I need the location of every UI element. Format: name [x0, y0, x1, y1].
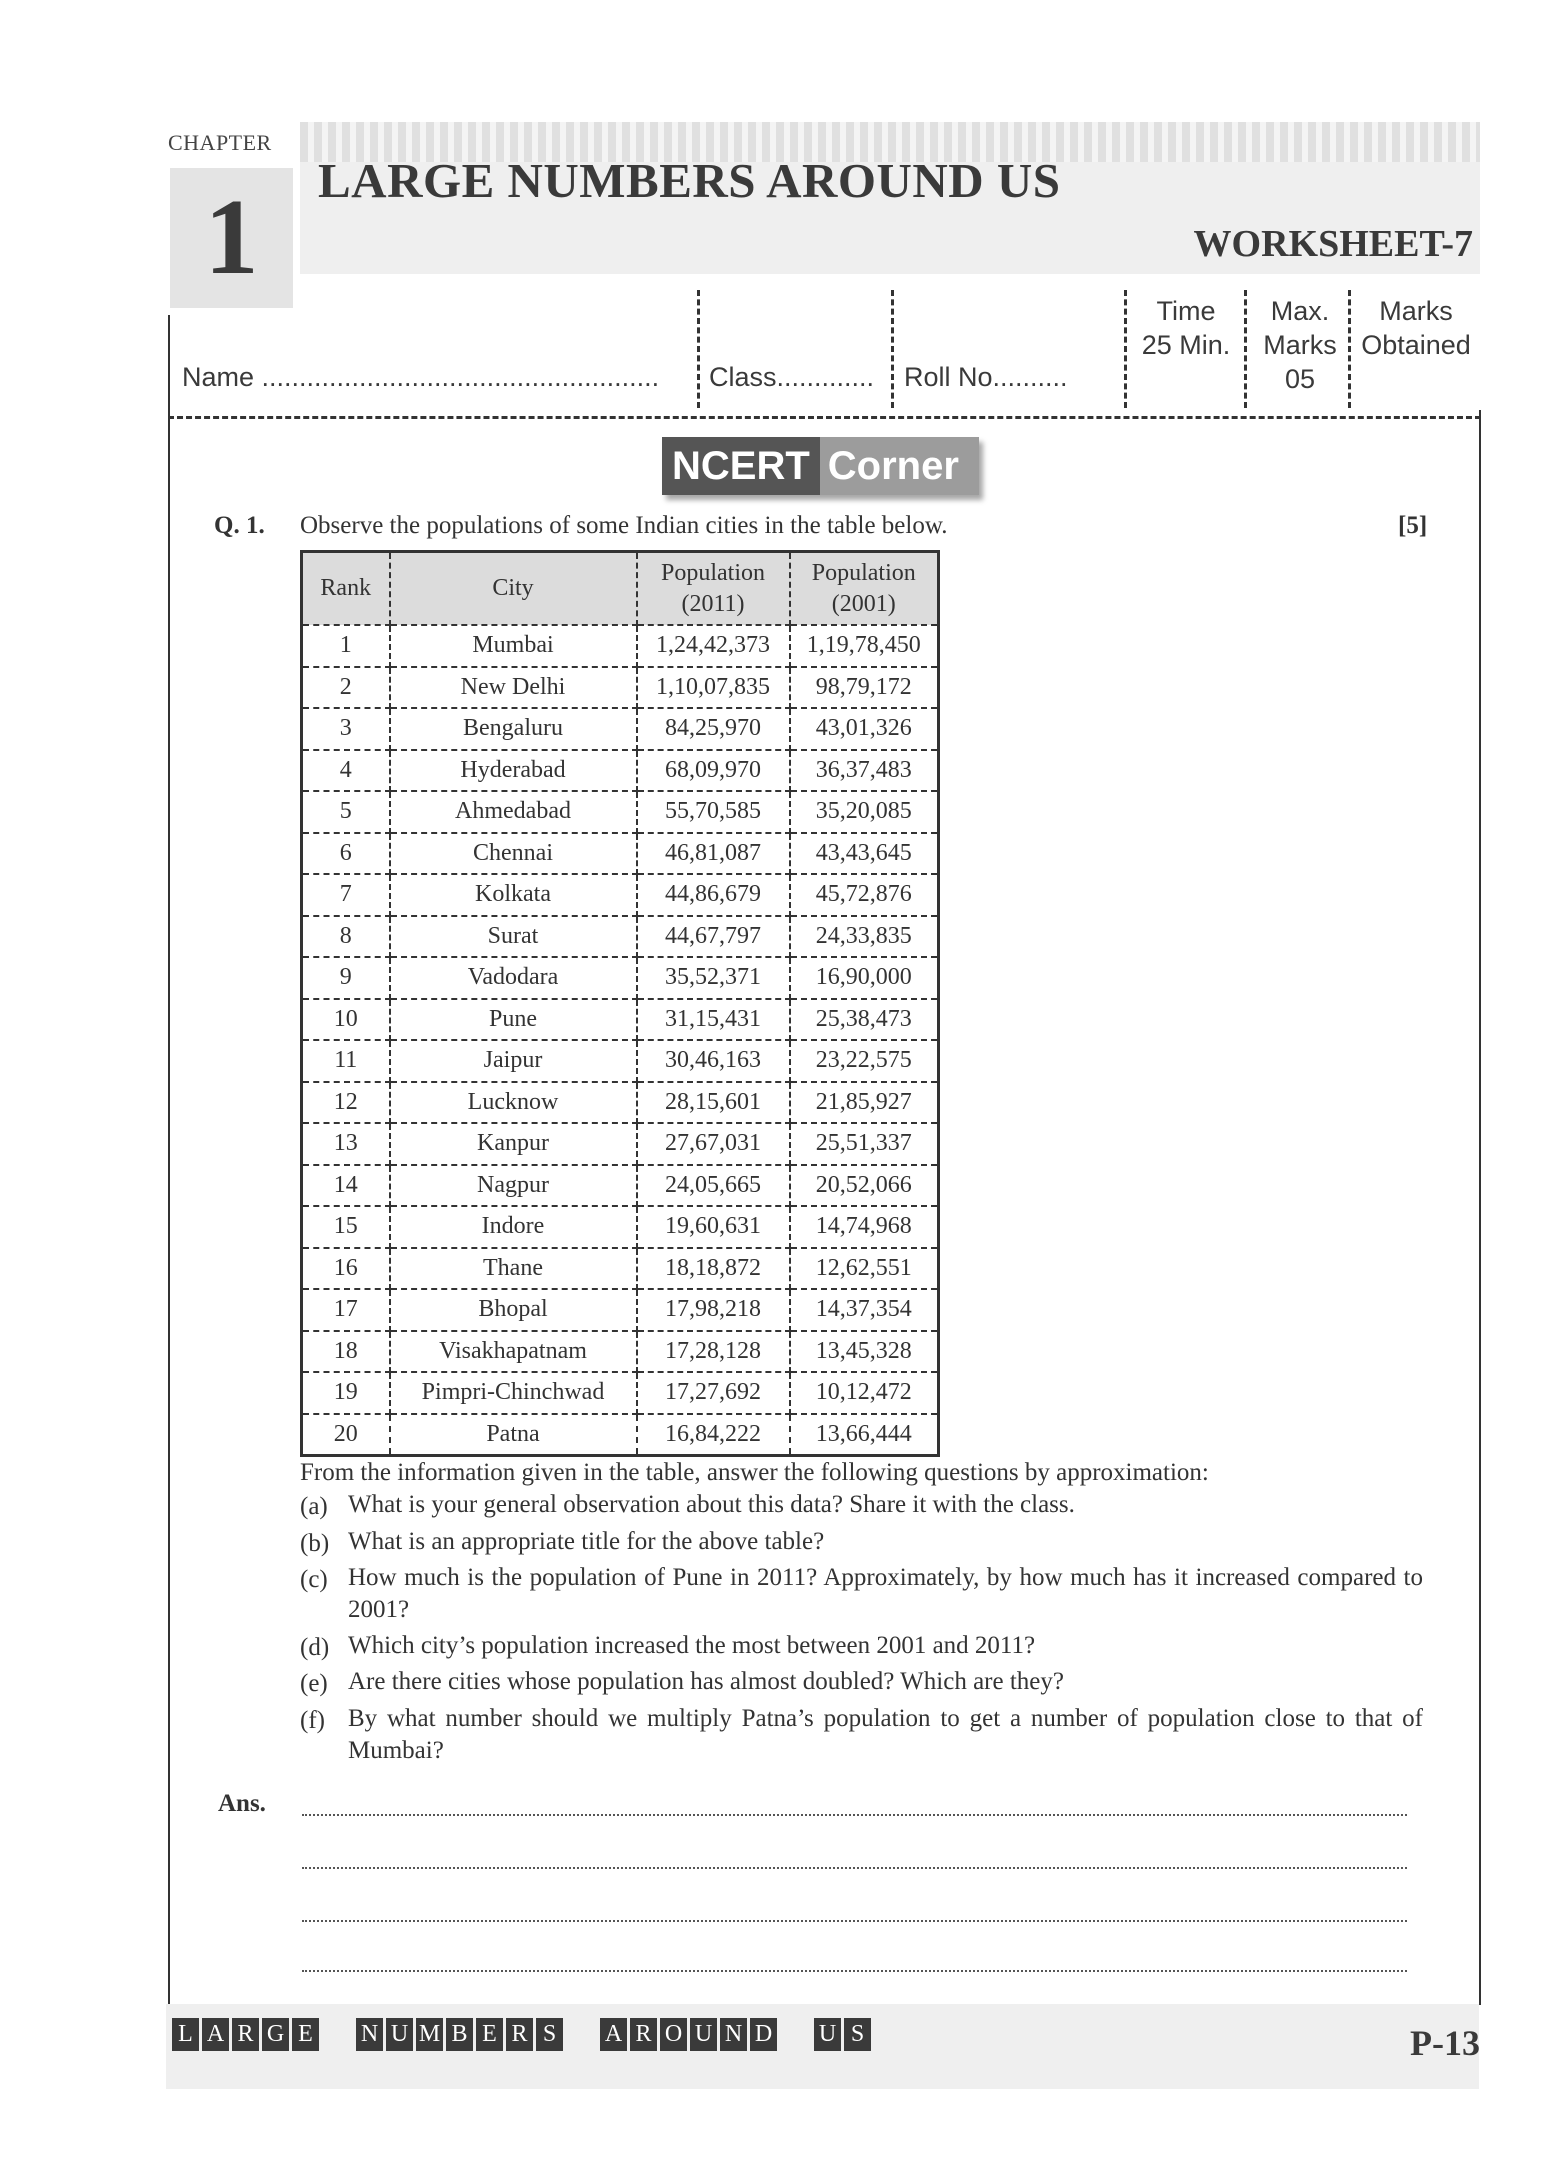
table-row: [302, 999, 939, 1041]
rank-cell: 14: [302, 1165, 390, 1207]
footer-word: [814, 2018, 874, 2051]
header-city: City: [390, 552, 637, 626]
question-number: Q. 1.: [214, 512, 265, 539]
city-cell: Pimpri-Chinchwad: [390, 1372, 637, 1414]
max-marks-value: 05: [1284, 364, 1316, 394]
table-row: [302, 1414, 939, 1456]
footer-title: [172, 2018, 908, 2051]
city-cell: Lucknow: [390, 1082, 637, 1124]
rank-cell: 19: [302, 1372, 390, 1414]
city-cell: Indore: [390, 1206, 637, 1248]
population-2011-cell: 27,67,031: [637, 1123, 790, 1165]
time-cell: [1136, 294, 1236, 362]
marks-obtained-cell: [1354, 294, 1478, 362]
roll-field[interactable]: Roll No..........: [904, 362, 1068, 392]
table-row: [302, 1123, 939, 1165]
population-2001-cell: 43,01,326: [790, 708, 939, 750]
population-2011-cell: 68,09,970: [637, 750, 790, 792]
table-row: [302, 874, 939, 916]
city-cell: Pune: [390, 999, 637, 1041]
population-2001-cell: 35,20,085: [790, 791, 939, 833]
marks-label: Marks: [1263, 330, 1337, 360]
subquestion-text: Are there cities whose population has almost doubled? Which are they?: [348, 1668, 1064, 1695]
city-cell: Thane: [390, 1248, 637, 1290]
subquestion-label: (b): [300, 1530, 330, 1557]
class-field[interactable]: Class.............: [709, 362, 875, 392]
population-2001-cell: 20,52,066: [790, 1165, 939, 1207]
subquestion-text: Which city’s population increased the most between 2001 and 2011?: [348, 1632, 1036, 1659]
answer-line[interactable]: [302, 1814, 1407, 1816]
instructions: From the information given in the table, answer the following questions by approximation:: [300, 1459, 1209, 1486]
footer-letter: U: [690, 2018, 717, 2051]
table-row: [302, 916, 939, 958]
rank-cell: 6: [302, 833, 390, 875]
footer-letter: U: [386, 2018, 413, 2051]
corner-label: Corner: [820, 437, 979, 495]
rank-cell: 18: [302, 1331, 390, 1373]
table-row: [302, 833, 939, 875]
rank-cell: 12: [302, 1082, 390, 1124]
header-population-2001: Population (2001): [790, 552, 939, 626]
rank-cell: 16: [302, 1248, 390, 1290]
population-table: [300, 550, 940, 1457]
subquestion-label: (c): [300, 1566, 328, 1593]
city-cell: Hyderabad: [390, 750, 637, 792]
footer-letter: R: [506, 2018, 533, 2051]
subquestion-text: By what number should we multiply Patna’s population to get a number of population close to that of Mumbai?: [348, 1705, 1423, 1764]
population-2001-cell: 14,37,354: [790, 1289, 939, 1331]
right-border: [1479, 410, 1481, 2005]
footer-letter: S: [536, 2018, 563, 2051]
population-2001-cell: 43,43,645: [790, 833, 939, 875]
population-2011-cell: 84,25,970: [637, 708, 790, 750]
population-2011-cell: 55,70,585: [637, 791, 790, 833]
footer-letter: N: [720, 2018, 747, 2051]
city-cell: Jaipur: [390, 1040, 637, 1082]
footer-word: [172, 2018, 322, 2051]
population-2011-cell: 44,86,679: [637, 874, 790, 916]
footer-letter: E: [292, 2018, 319, 2051]
table-row: [302, 667, 939, 709]
city-cell: Nagpur: [390, 1165, 637, 1207]
table-row: [302, 791, 939, 833]
city-cell: Kanpur: [390, 1123, 637, 1165]
subquestion-label: (f): [300, 1707, 325, 1734]
population-2011-cell: 24,05,665: [637, 1165, 790, 1207]
footer-letter: R: [630, 2018, 657, 2051]
city-cell: Bhopal: [390, 1289, 637, 1331]
chapter-number: 1: [204, 178, 259, 297]
footer-letter: A: [202, 2018, 229, 2051]
population-2011-cell: 17,28,128: [637, 1331, 790, 1373]
rank-cell: 7: [302, 874, 390, 916]
population-2001-cell: 45,72,876: [790, 874, 939, 916]
subquestion-label: (a): [300, 1493, 328, 1520]
city-cell: Vadodara: [390, 957, 637, 999]
city-cell: Ahmedabad: [390, 791, 637, 833]
subquestion-text: What is an appropriate title for the above table?: [348, 1528, 825, 1555]
time-label: Time: [1156, 296, 1216, 326]
page-number: P-13: [1410, 2023, 1480, 2063]
max-marks-cell: [1250, 294, 1350, 396]
answer-line[interactable]: [302, 1970, 1407, 1972]
header-population-2011: Population (2011): [637, 552, 790, 626]
page-title: LARGE NUMBERS AROUND US: [318, 153, 1061, 208]
population-2001-cell: 13,66,444: [815, 1420, 912, 1447]
population-2001-cell: 25,38,473: [790, 999, 939, 1041]
table-row: [302, 1082, 939, 1124]
population-2001-cell: 24,33,835: [790, 916, 939, 958]
table-row: [302, 1289, 939, 1331]
population-2001-cell: 10,12,472: [790, 1372, 939, 1414]
chapter-number-box: [170, 168, 293, 308]
worksheet-label: WORKSHEET-7: [1193, 223, 1473, 265]
population-2001-cell: 16,90,000: [790, 957, 939, 999]
population-2001-cell: 98,79,172: [790, 667, 939, 709]
max-label: Max.: [1270, 296, 1330, 326]
table-header-row: [302, 552, 939, 626]
footer-word: [356, 2018, 566, 2051]
footer-letter: M: [416, 2018, 443, 2051]
rank-cell: 3: [302, 708, 390, 750]
table-row: [302, 708, 939, 750]
population-2001-cell: 36,37,483: [790, 750, 939, 792]
city-cell: Surat: [390, 916, 637, 958]
footer-letter: G: [262, 2018, 289, 2051]
time-value: 25 Min.: [1141, 330, 1231, 360]
city-cell: Patna: [390, 1414, 637, 1456]
name-field[interactable]: Name .....................................................: [182, 362, 660, 392]
footer-letter: U: [814, 2018, 841, 2051]
population-2011-cell: 28,15,601: [637, 1082, 790, 1124]
rank-cell: 20: [302, 1414, 390, 1456]
population-2011-cell: 18,18,872: [637, 1248, 790, 1290]
left-border: [168, 315, 170, 2005]
footer-letter: O: [660, 2018, 687, 2051]
divider: [1124, 290, 1127, 408]
city-cell: Mumbai: [390, 625, 637, 667]
marks-obtained-label: Marks: [1379, 296, 1453, 326]
answer-line[interactable]: [302, 1920, 1407, 1922]
footer-letter: B: [446, 2018, 473, 2051]
rank-cell: 8: [302, 916, 390, 958]
table-row: [302, 1248, 939, 1290]
city-cell: New Delhi: [390, 667, 637, 709]
population-2011-cell: 46,81,087: [637, 833, 790, 875]
divider: [1244, 290, 1247, 408]
chapter-label: CHAPTER: [168, 130, 272, 155]
rank-cell: 13: [302, 1123, 390, 1165]
footer-letter: S: [844, 2018, 871, 2051]
population-2011-cell: 35,52,371: [637, 957, 790, 999]
population-2011-cell: 19,60,631: [637, 1206, 790, 1248]
subquestion-text: How much is the population of Pune in 2011? Approximately, by how much has it increased compared to 2001?: [348, 1564, 1423, 1623]
population-2011-cell: 16,84,222: [637, 1414, 790, 1456]
city-cell: Kolkata: [390, 874, 637, 916]
divider: [697, 290, 700, 408]
table-row: [302, 1206, 939, 1248]
rank-cell: 5: [302, 791, 390, 833]
table-row: [302, 957, 939, 999]
ncert-label: NCERT: [662, 437, 820, 495]
population-2011-cell: 31,15,431: [637, 999, 790, 1041]
rank-cell: 1: [302, 625, 390, 667]
population-2001-cell: 13,45,328: [790, 1331, 939, 1373]
population-2011-cell: 44,67,797: [637, 916, 790, 958]
city-cell: Bengaluru: [390, 708, 637, 750]
answer-line[interactable]: [302, 1867, 1407, 1869]
question-marks: [5]: [1398, 512, 1428, 539]
rank-cell: 15: [302, 1206, 390, 1248]
population-2001-cell: 14,74,968: [790, 1206, 939, 1248]
footer-letter: L: [172, 2018, 199, 2051]
city-cell: Visakhapatnam: [390, 1331, 637, 1373]
footer-letter: R: [232, 2018, 259, 2051]
population-2001-cell: 21,85,927: [790, 1082, 939, 1124]
rank-cell: 4: [302, 750, 390, 792]
table-row: [302, 1165, 939, 1207]
population-2011-cell: 17,27,692: [637, 1372, 790, 1414]
subquestion-label: (d): [300, 1634, 330, 1661]
rank-cell: 11: [302, 1040, 390, 1082]
rank-cell: 9: [302, 957, 390, 999]
table-row: [302, 750, 939, 792]
answer-label: Ans.: [218, 1790, 266, 1817]
divider: [1348, 290, 1351, 408]
ncert-corner-badge: [662, 437, 979, 495]
population-2011-cell: 30,46,163: [637, 1040, 790, 1082]
table-row: [302, 1040, 939, 1082]
population-2001-cell: 25,51,337: [790, 1123, 939, 1165]
obtained-label: Obtained: [1361, 330, 1471, 360]
subquestion-label: (e): [300, 1670, 328, 1697]
footer-word: [600, 2018, 780, 2051]
population-2001-cell: 23,22,575: [790, 1040, 939, 1082]
subquestion-text: What is your general observation about this data? Share it with the class.: [348, 1491, 1075, 1518]
header-rank: Rank: [302, 552, 390, 626]
rank-cell: 2: [302, 667, 390, 709]
population-2001-cell: 1,19,78,450: [790, 625, 939, 667]
footer-letter: A: [600, 2018, 627, 2051]
population-2011-cell: 17,98,218: [637, 1289, 790, 1331]
footer-letter: E: [476, 2018, 503, 2051]
population-2011-cell: 1,24,42,373: [637, 625, 790, 667]
table-row: [302, 1372, 939, 1414]
footer-letter: N: [356, 2018, 383, 2051]
rank-cell: 17: [302, 1289, 390, 1331]
population-2011-cell: 1,10,07,835: [637, 667, 790, 709]
population-2001-cell: 12,62,551: [790, 1248, 939, 1290]
table-row: [302, 1331, 939, 1373]
info-divider: [168, 416, 1481, 419]
question-text: Observe the populations of some Indian cities in the table below.: [300, 512, 948, 539]
footer-letter: D: [750, 2018, 777, 2051]
divider: [891, 290, 894, 408]
rank-cell: 10: [302, 999, 390, 1041]
table-row: [302, 625, 939, 667]
city-cell: Chennai: [390, 833, 637, 875]
